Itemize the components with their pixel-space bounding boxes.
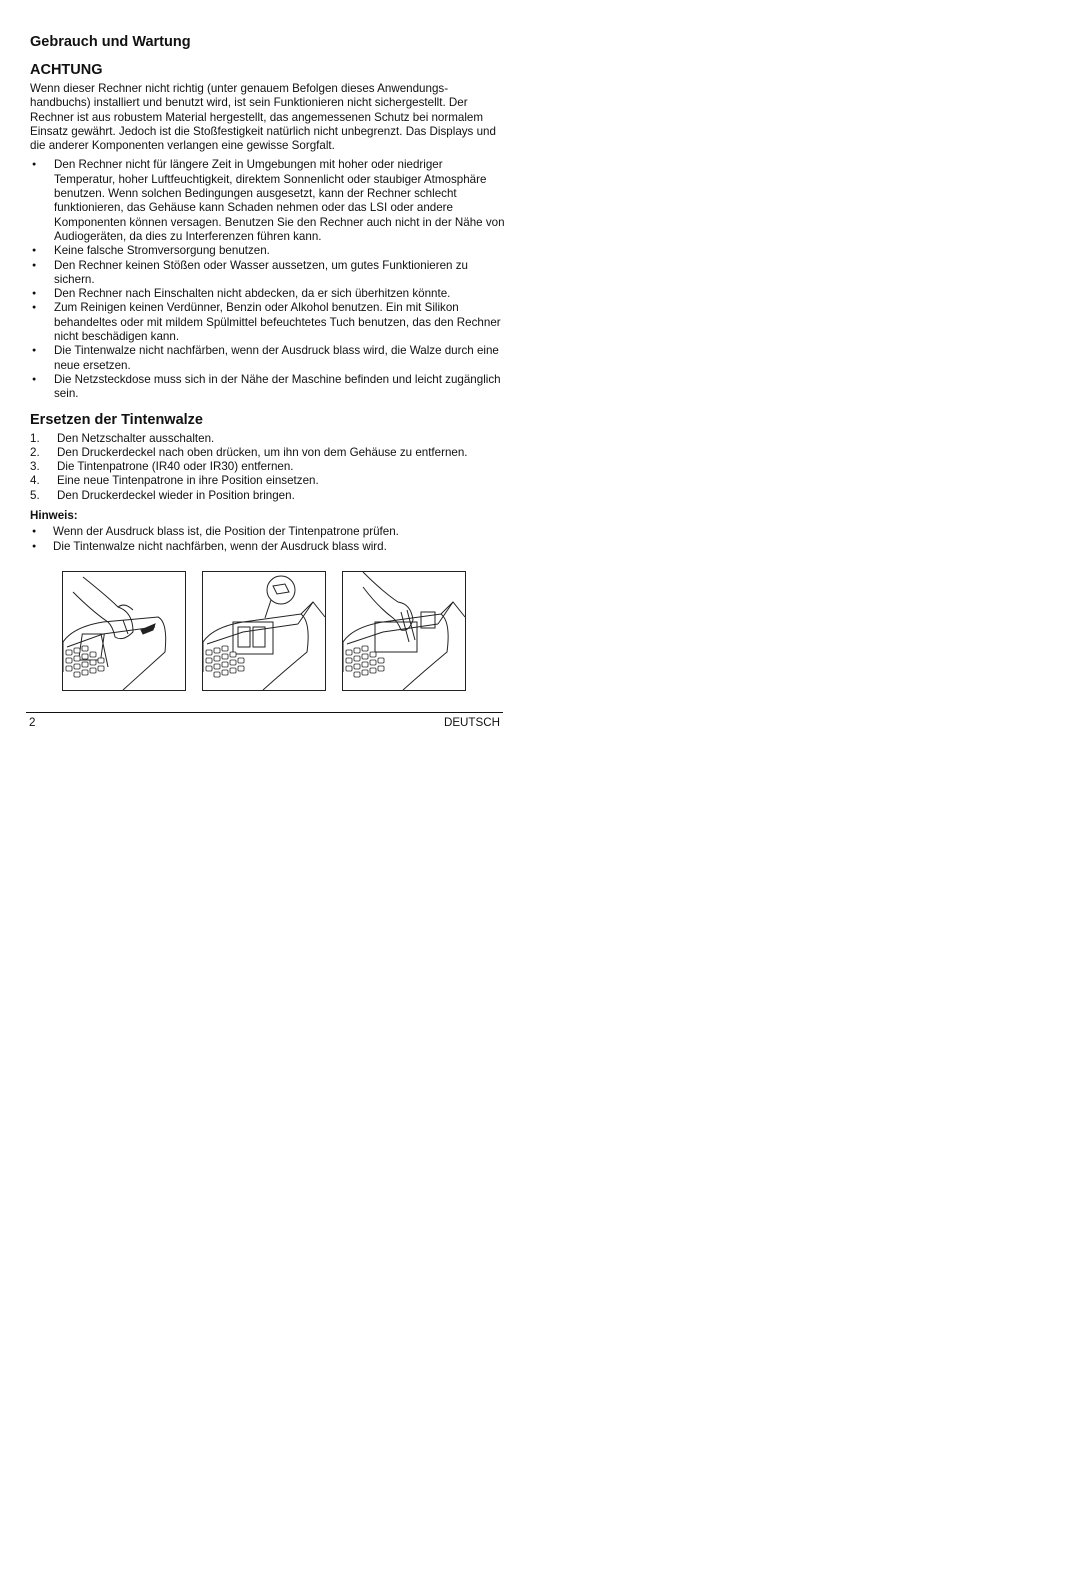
calculator-insert-roller-illustration bbox=[342, 571, 466, 691]
step-number: 5. bbox=[30, 488, 40, 502]
achtung-title: ACHTUNG bbox=[30, 62, 103, 78]
list-item: ● Die Tintenwalze nicht nachfärben, wenn der Ausdruck blass wird, die Walze durch eine neue ersetzen. bbox=[30, 344, 506, 373]
ersetzen-steps bbox=[30, 432, 506, 503]
list-item: ● Die Tintenwalze nicht nachfärben, wenn der Ausdruck blass wird. bbox=[30, 540, 506, 554]
step-number: 4. bbox=[30, 474, 40, 488]
page-number: 2 bbox=[29, 716, 36, 729]
step-number: 1. bbox=[30, 431, 40, 445]
page-footer bbox=[26, 712, 503, 729]
list-item: ● Zum Reinigen keinen Verdünner, Benzin oder Alkohol benutzen. Ein mit Silikon behandeltes oder mit mildem Spülmittel befeuchtetes Tuch benutzen, das den Rechner nicht beschädigen kann. bbox=[30, 301, 506, 344]
list-item: ● Die Netzsteckdose muss sich in der Nähe der Maschine befinden und leicht zugänglich sein. bbox=[30, 373, 506, 402]
list-item: ● Den Rechner nach Einschalten nicht abdecken, da er sich überhitzen könnte. bbox=[30, 287, 506, 301]
list-item: ● Den Rechner nicht für längere Zeit in Umgebungen mit hoher oder niedriger Temperatur, hoher Luftfeuchtigkeit, direktem Sonnenlicht oder staubiger Atmosphäre benutzen. Wenn solchen Bedingungen ausgesetzt, kann der Rechner schlecht funktionieren, das Gehäuse kann Schaden nehmen oder das LSI oder andere Komponenten können versagen. Benutzen Sie den Rechner auch nicht in der Nähe von Audiogeräten, da dies zu Interferenzen führen kann. bbox=[30, 158, 506, 244]
list-item: ● Wenn der Ausdruck blass ist, die Position der Tintenpatrone prüfen. bbox=[30, 525, 506, 539]
step-number: 3. bbox=[30, 460, 40, 474]
step-text: Eine neue Tintenpatrone in ihre Position einsetzen. bbox=[57, 474, 319, 488]
figure-row bbox=[62, 571, 506, 691]
list-item: ● Keine falsche Stromversorgung benutzen. bbox=[30, 244, 506, 258]
hinweis-bullet-list bbox=[30, 525, 506, 554]
step-text: Den Druckerdeckel nach oben drücken, um ihn von dem Gehäuse zu entfernen. bbox=[57, 445, 468, 459]
achtung-intro: Wenn dieser Rechner nicht richtig (unter genauem Befolgen dieses Anwendungs-handbuchs) installiert und benutzt wird, ist sein Funktionieren nicht sichergestellt. Der Rechner ist aus robustem Material hergestellt, das angemessenen Schutz bei normalem Einsatz gewährt. Jedoch ist die Stoßfestigkeit natürlich nicht unbegrenzt. Das Displays und die anderer Komponenten verlangen eine gewisse Sorgfalt. bbox=[30, 82, 496, 153]
calculator-remove-cover-illustration bbox=[62, 571, 186, 691]
step-text: Den Druckerdeckel wieder in Position bringen. bbox=[57, 488, 295, 502]
section-title: Gebrauch und Wartung bbox=[30, 34, 191, 50]
step-item bbox=[30, 446, 506, 460]
list-item: ● Den Rechner keinen Stößen oder Wasser aussetzen, um gutes Funktionieren zu sichern. bbox=[30, 259, 506, 288]
step-text: Den Netzschalter ausschalten. bbox=[57, 431, 215, 445]
step-number: 2. bbox=[30, 445, 40, 459]
achtung-bullet-list bbox=[30, 158, 506, 401]
ersetzen-title: Ersetzen der Tintenwalze bbox=[30, 411, 203, 428]
calculator-ink-roller-illustration bbox=[202, 571, 326, 691]
document-page bbox=[30, 33, 506, 691]
hinweis-title: Hinweis: bbox=[30, 509, 78, 523]
step-item bbox=[30, 489, 506, 503]
step-text: Die Tintenpatrone (IR40 oder IR30) entfernen. bbox=[57, 460, 294, 474]
step-item bbox=[30, 432, 506, 446]
step-item bbox=[30, 474, 506, 488]
step-item bbox=[30, 460, 506, 474]
language-label: DEUTSCH bbox=[443, 716, 500, 729]
